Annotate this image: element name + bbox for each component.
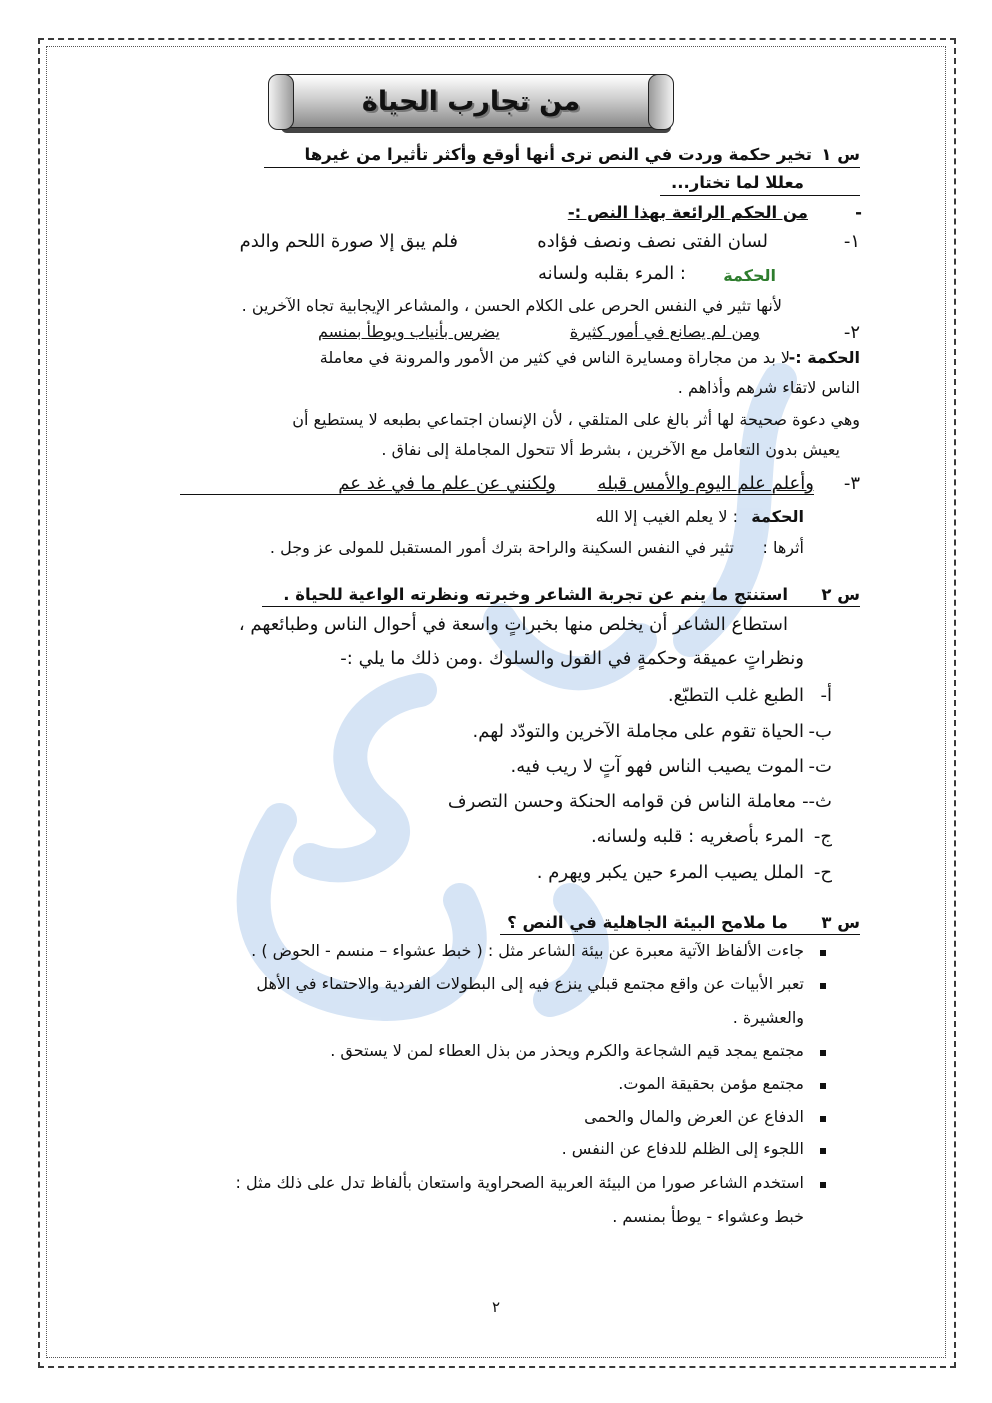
q2-point-text: معاملة الناس فن قوامه الحنكة وحسن التصرف <box>447 791 796 812</box>
q3-bullet-text: تعبر الأبيات عن واقع مجتمع قبلي ينزع فيه إلى البطولات الفردية والاحتماء في الأهل <box>256 974 804 993</box>
q1-underline <box>264 167 860 168</box>
item3-effect-label: أثرها : <box>762 538 804 557</box>
q1-text: تخير حكمة وردت في النص ترى أنها أوقع وأكثر تأثيرا من غيرها <box>304 145 812 164</box>
title-banner <box>276 74 666 128</box>
bullet-icon <box>820 1050 826 1056</box>
page-title: من تجارب الحياة <box>361 85 581 117</box>
q2-point-text: المرء بأصغريه : قلبه ولسانه. <box>590 826 804 847</box>
item3-hemistich2: ولكنني عن علم ما في غد عم <box>338 473 556 494</box>
q2-point-letter: ت- <box>808 756 832 777</box>
q2-point-letter: ح- <box>813 862 832 883</box>
q3-bullet-text: مجتمع مؤمن بحقيقة الموت. <box>618 1074 804 1093</box>
bullet-icon <box>820 983 826 989</box>
bullet-icon <box>820 1116 826 1122</box>
item1-hemistich2: فلم يبق إلا صورة اللحم والدم <box>239 231 458 252</box>
q2-point-letter: ب- <box>808 721 832 742</box>
item2-note-line2: يعيش بدون التعامل مع الآخرين ، بشرط ألا تتحول المجاملة إلى نفاق . <box>381 440 840 459</box>
item3-underline <box>180 494 814 495</box>
q3-bullet-text: مجتمع يمجد قيم الشجاعة والكرم ويحذر من بذل العطاء لمن لا يستحق . <box>330 1041 804 1060</box>
item2-note-line1: وهي دعوة صحيحة لها أثر بالغ على المتلقي ، لأن الإنسان اجتماعي بطبعه لا يستطيع أن <box>292 410 860 429</box>
item3-number: ٣- <box>843 473 860 494</box>
q3-bullet-text: اللجوء إلى الظلم للدفاع عن النفس . <box>561 1139 804 1158</box>
q1-underline-2 <box>660 195 860 196</box>
item3-effect: تثير في النفس السكينة والراحة بترك أمور المستقبل للمولى عز وجل . <box>269 538 734 557</box>
q1-intro: من الحكم الرائعة بهذا النص :- <box>567 203 808 222</box>
page-number: ٢ <box>491 1298 501 1316</box>
item2-wisdom-line2: الناس لاتقاء شرهم وأذاهم . <box>677 378 860 397</box>
q2-point-text: الحياة تقوم على مجاملة الآخرين والتودّد لهم. <box>472 721 804 742</box>
item3-wisdom: : لا يعلم الغيب إلا الله <box>595 507 738 526</box>
q2-label: س ٢ <box>821 585 860 604</box>
q2-point-text: الموت يصيب الناس فهو آتٍ لا ريب فيه. <box>510 756 804 777</box>
q2-point-text: الملل يصيب المرء حين يكبر ويهرم . <box>536 862 804 883</box>
bullet-icon <box>820 1148 826 1154</box>
item1-number: ١- <box>843 231 860 252</box>
q2-intro-line1: استطاع الشاعر أن يخلص منها بخبراتٍ واسعة في أحوال الناس وطبائعهم ، <box>238 614 788 635</box>
item2-wisdom-line1: لا بد من مجاراة ومسايرة الناس في كثير من الأمور والمرونة في معاملة <box>319 348 790 367</box>
q2-point-letter: ث-- <box>802 791 832 812</box>
q3-underline <box>500 934 860 935</box>
item1-reason: لأنها تثير في النفس الحرص على الكلام الحسن ، والمشاعر الإيجابية تجاه الآخرين . <box>241 296 782 315</box>
item2-hemistich2: يضرس بأنياب ويوطأ بمنسم <box>318 322 500 341</box>
bullet-icon <box>820 1182 826 1188</box>
item1-wisdom-label: الحكمة <box>723 266 776 285</box>
q1-intro-dash: - <box>855 203 862 222</box>
item1-hemistich1: لسان الفتى نصف ونصف فؤاده <box>537 231 768 252</box>
page-border-inner <box>46 46 946 1358</box>
q3-bullet-text-cont: خبط وعشواء - يوطأ بمنسم . <box>612 1207 804 1226</box>
q3-bullet-text: الدفاع عن العرض والمال والحمى <box>584 1107 804 1126</box>
q3-bullet-text-cont: والعشيرة . <box>732 1008 804 1027</box>
q3-bullet-text: جاءت الألفاظ الآتية معبرة عن بيئة الشاعر مثل : ( خبط عشواء – منسم - الحوض ) . <box>251 941 804 960</box>
q1-text-line2: معللا لما تختار... <box>670 173 804 192</box>
q2-point-text: الطبع غلب التطبّع. <box>667 685 804 706</box>
q2-point-letter: أ- <box>820 685 832 706</box>
q3-bullet-text: استخدم الشاعر صورا من البيئة العربية الصحراوية واستعان بألفاظ تدل على ذلك مثل : <box>235 1173 804 1192</box>
item3-wisdom-label: الحكمة <box>751 507 804 526</box>
item1-wisdom: : المرء بقلبه ولسانه <box>537 263 686 284</box>
q3-text: ما ملامح البيئة الجاهلية في النص ؟ <box>507 913 788 932</box>
q3-label: س ٣ <box>821 913 860 932</box>
q2-point-letter: ج- <box>813 826 832 847</box>
q1-label: س ١ <box>821 145 860 164</box>
q2-underline <box>262 606 860 607</box>
item2-hemistich1: ومن لم يصانع في أمور كثيرة <box>569 322 760 341</box>
q2-text: استنتج ما ينم عن تجربة الشاعر وخبرته ونظرته الواعية للحياة . <box>283 585 788 604</box>
bullet-icon <box>820 950 826 956</box>
bullet-icon <box>820 1083 826 1089</box>
q2-intro-line2: ونظراتٍ عميقة وحكمةٍ في القول والسلوك .ومن ذلك ما يلي :- <box>340 648 804 669</box>
item2-wisdom-label: الحكمة :- <box>788 348 860 367</box>
item2-number: ٢- <box>843 322 860 343</box>
item3-hemistich1: وأعلم علم اليوم والأمس قبله <box>597 473 814 494</box>
